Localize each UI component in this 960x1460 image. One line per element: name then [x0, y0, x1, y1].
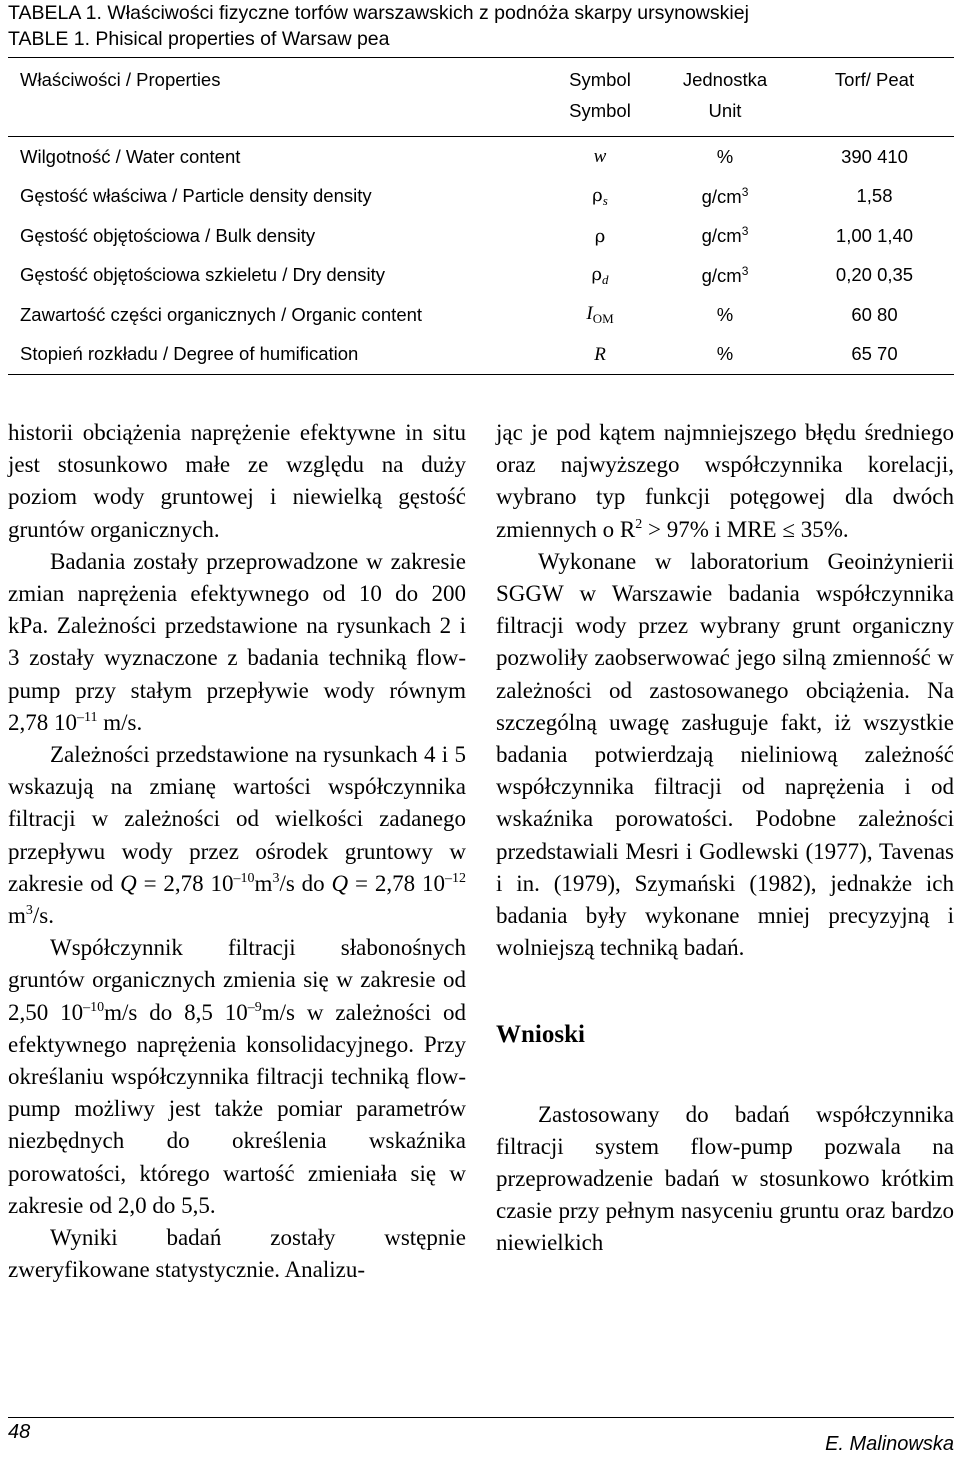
row-symbol: $\rho_d$ [591, 263, 609, 287]
row-symbol: w [593, 146, 607, 168]
row-property: Wilgotność / Water content [20, 145, 241, 167]
left-text-column [8, 417, 466, 1286]
section-heading: Wnioski [496, 1021, 585, 1049]
row-value: 60 80 [851, 303, 898, 325]
footer-divider [8, 1417, 954, 1418]
right-text-column [496, 417, 954, 1260]
paragraph: jąc je pod kątem najmniejszego błędu średniego oraz najwyższego współczynnika korelacji, wybrano typ funkcji potęgowej dla dwóch zmiennych o $R^2 > 97\%$ i MRE ≤ 35%. [496, 420, 954, 542]
table-header-row [8, 58, 954, 137]
paragraph: Badania zostały przeprowadzone w zakresie zmian naprężenia efektywnego od 10 do 200 kPa. Zależności przedstawione na rysunkach 2 i 3 zostały wyznaczone z badania techniką flow-pump przy stałym przepływie wody równym 2,78 $10^{-11}$ m/s. [8, 548, 466, 735]
table-row [8, 335, 954, 375]
table-row [8, 295, 954, 335]
row-value: 1,58 [856, 185, 893, 207]
paragraph: Wykonane w laboratorium Geoinżynierii SGGW w Warszawie badania współczynnika filtracji wody przez wybrany grunt organiczny pozwoliły zaobserwować jego silną zmienność w zależności od zastosowanego obciążenia. Na szczególną uwagę zasługuje fakt, iż wszystkie badania potwierdzają nieliniową zależność współczynnika filtracji od naprężenia i od wskaźnika porowatości. Podobne zależności przedstawiali Mesri i Godlewski (1977), Tavenas i in. (1979), Szymański (1982), jednakże ich badania były wykonane mniej precyzyjną i wolniejszą techniką badań. [496, 548, 954, 961]
row-unit: % [716, 303, 734, 325]
properties-table [8, 57, 954, 375]
row-unit: $g/cm^3$ [701, 184, 749, 207]
table-row [8, 256, 954, 296]
header-value: Torf/ Peat [834, 69, 915, 90]
row-unit: $g/cm^3$ [701, 224, 749, 247]
header-symbol [545, 58, 655, 137]
row-value: 390 410 [841, 145, 908, 167]
paragraph: Zależności przedstawione na rysunkach 4 i 5 wskazują na zmianę wartości współczynnika filtracji w zależności od wielkości zadanego przepływu wody przez ośrodek gruntowy w zakresie od Q = 2,78 $10^{-10}m^3/s$ do Q = 2,78 $10^{-12}$ $m^3/s$. [8, 742, 466, 929]
row-value: 65 70 [851, 343, 898, 365]
header-unit-en: Unit [708, 100, 742, 121]
caption-english: TABLE 1. Phisical properties of Warsaw pea [8, 28, 390, 50]
row-unit: % [716, 145, 734, 167]
running-author: E. Malinowska [825, 1433, 954, 1455]
row-symbol: ρ [594, 225, 606, 247]
table-row [8, 177, 954, 217]
header-unit-pl: Jednostka [682, 69, 768, 90]
paragraph: Wyniki badań zostały wstępnie zweryfikowane statystycznie. Analizu- [8, 1225, 466, 1283]
row-property: Gęstość właściwa / Particle density density [20, 185, 372, 207]
row-value: 0,20 0,35 [835, 264, 914, 286]
table-row [8, 216, 954, 256]
row-property: Gęstość objętościowa szkieletu / Dry density [20, 264, 386, 286]
paragraph: Zastosowany do badań współczynnika filtracji system flow-pump pozwala na przeprowadzenie badań w stosunkowo krótkim czasie przy pełnym nasyceniu gruntu oraz bardzo niewielkich [496, 1101, 954, 1256]
row-unit: % [716, 343, 734, 365]
row-value: 1,00 1,40 [835, 224, 914, 246]
paragraph: Współczynnik filtracji słabonośnych gruntów organicznych zmienia się w zakresie od 2,50 $10^{-10}m/s$ do 8,5 $10^{-9}m/s$ w zależności od efektywnego naprężenia konsolidacyjnego. Przy określaniu współczynnika filtracji techniką flow-pump możliwy jest także pomiar parametrów niezbędnych do określenia wskaźnika porowatości, którego wartość zmieniała się w zakresie od 2,0 do 5,5. [8, 935, 467, 1218]
row-property: Stopień rozkładu / Degree of humification [20, 343, 359, 365]
header-symbol-pl: Symbol [569, 69, 631, 90]
row-unit: $g/cm^3$ [701, 263, 749, 286]
table-row [8, 137, 954, 177]
row-symbol: $I_{OM}$ [586, 303, 614, 327]
row-property: Gęstość objętościowa / Bulk density [20, 224, 316, 246]
row-property: Zawartość części organicznych / Organic content [20, 303, 423, 325]
header-symbol-en: Symbol [569, 100, 631, 121]
header-property: Właściwości / Properties [20, 69, 221, 90]
row-symbol: R [594, 343, 606, 365]
paragraph: historii obciążenia naprężenie efektywne in situ jest stosunkowo małe ze względu na duży poziom wody gruntowej i niewielką gęstość gruntów organicznych. [8, 420, 466, 542]
table-caption [8, 0, 749, 52]
header-unit [655, 58, 795, 137]
row-symbol: $\rho_s$ [592, 184, 608, 208]
page-number: 48 [8, 1421, 31, 1443]
caption-polish: TABELA 1. Właściwości fizyczne torfów warszawskich z podnóża skarpy ursynowskiej [8, 2, 749, 24]
